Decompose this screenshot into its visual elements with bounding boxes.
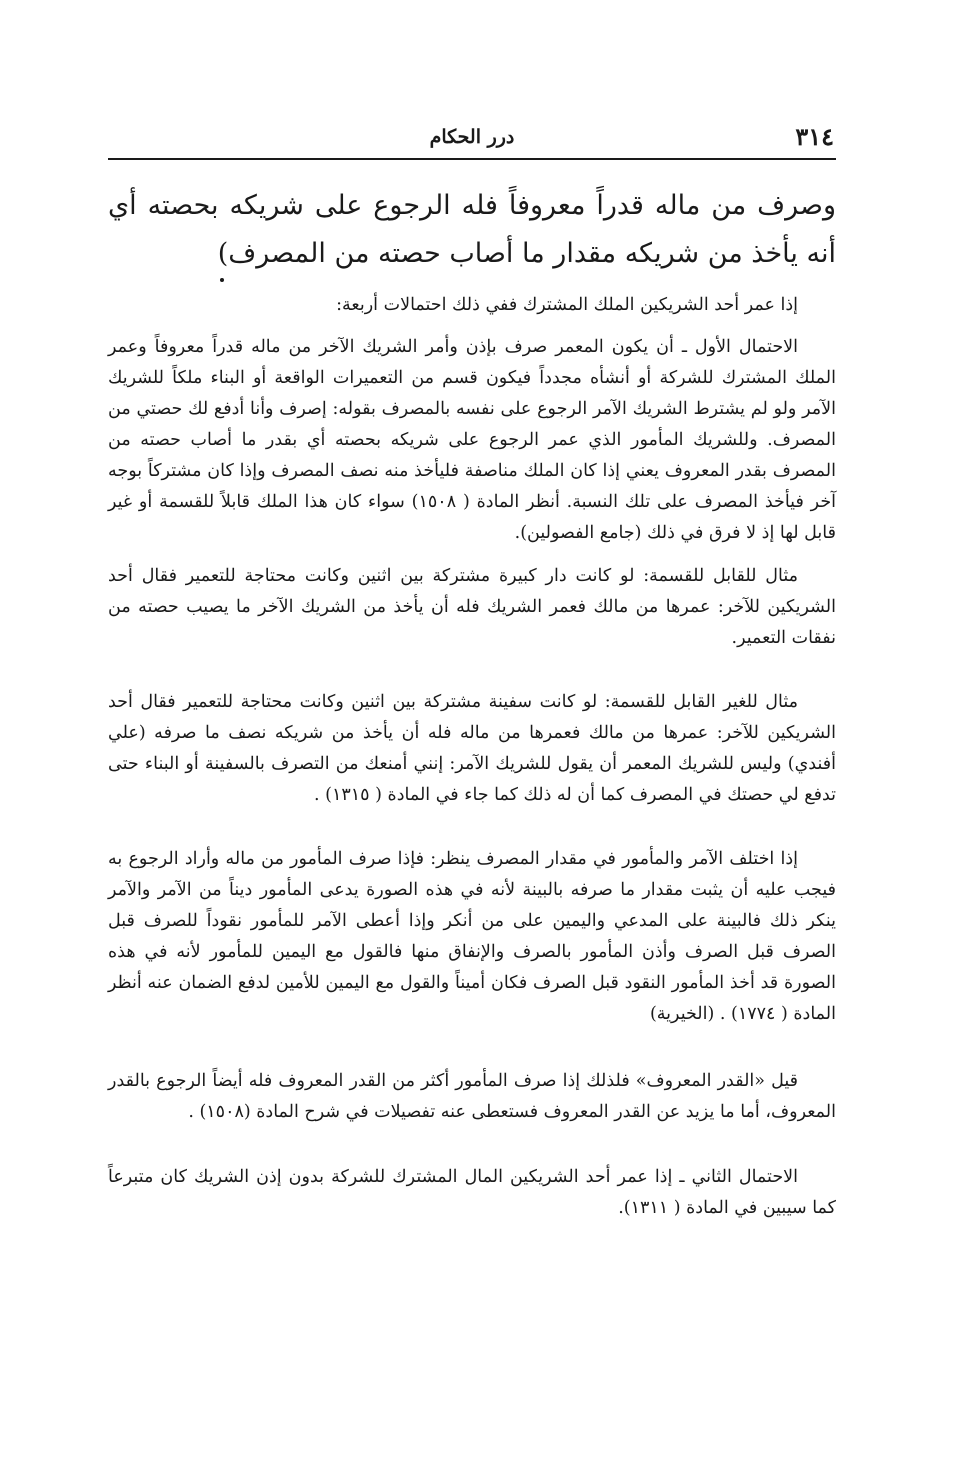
paragraph-divisible-example: مثال للقابل للقسمة: لو كانت دار كبيرة مشتركة بين اثنين وكانت محتاجة للتعمير فقال أحد الشريكين للآخر: عمرها من مالك فعمر الشريك فله أن يأخذ من الشريك الآخر ما يصيب حصته من نفقات التعمير. [108,566,836,648]
page-number: ٣١٤ [795,122,834,151]
paragraph-dispute: إذا اختلف الآمر والمأمور في مقدار المصرف ينظر: فإذا صرف المأمور من ماله وأراد الرجوع به فيجب عليه أن يثبت مقدار ما صرفه بالبينة لأنه في هذه الصورة يدعى المأمور ديناً من الآمر والآمر ينكر ذلك فالبينة على المدعي واليمين على من أنكر وإذا أعطى الآمر للمأمور نقوداً للصرف قبل الصرف قبل الصرف وأذن المأمور بالصرف والإنفاق منها فالقول مع اليمين للمأمور لأنه في هذه الصورة قد أخذ المأمور النقود قبل الصرف فكان أميناً والقول مع اليمين للأمين لدفع الضمان عنه أنظر المادة ( ١٧٧٤) . (الخيرية) [108,849,836,1024]
paragraph-second-case: الاحتمال الثاني ـ إذا عمر أحد الشريكين المال المشترك للشركة بدون إذن الشريك كان متبرعاً كما سيبين في المادة ( ١٣١١). [108,1167,836,1218]
paragraph-known-amount: قيل «القدر المعروف» فلذلك إذا صرف المأمور أكثر من القدر المعروف فله أيضاً الرجوع بالقدر المعروف، أما ما يزيد عن القدر المعروف فستعطى عنه تفصيلات في شرح المادة (١٥٠٨) . [108,1071,836,1122]
paragraph-indivisible-example: مثال للغير القابل للقسمة: لو كانت سفينة مشتركة بين اثنين وكانت محتاجة للتعمير فقال أحد الشريكين للآخر: عمرها من مالك فعمرها من ماله فله أن يأخذ من شريكه نصف ما صرفه (علي أفندي) وليس للشريك المعمر أن يقول للشريك الآمر: إنني أمنعك من التصرف بالسفينة أو البناء حتى تدفع لي حصتك في المصرف كما أن له ذلك كما جاء في المادة ( ١٣١٥) . [108,692,836,805]
page-header [108,118,836,160]
paragraph-intro: إذا عمر أحد الشريكين الملك المشترك ففي ذلك احتمالات أربعة: [336,295,798,315]
book-page [108,118,836,1224]
article-text: وصرف من ماله قدراً معروفاً فله الرجوع على شريكه بحصته أي أنه يأخذ من شريكه مقدار ما أصاب حصته من المصرف) [108,190,836,269]
running-title: درر الحكام [429,126,515,148]
separator-dot [108,278,836,288]
paragraph-first-case: الاحتمال الأول ـ أن يكون المعمر صرف بإذن وأمر الشريك الآخر من ماله قدراً معروفاً وعمر الملك المشترك للشركة أو أنشأه مجدداً فيكون قسم من التعميرات الواقعة أو البناء ملكاً للشريك الآمر ولو لم يشترط الشريك الآمر الرجوع على نفسه بالمصرف بقوله: إصرف وأنا أدفع لك حصتي من المصرف. وللشريك المأمور الذي عمر الرجوع على شريكه بحصته أي بقدر ما أصاب حصته من المصرف بقدر المعروف يعني إذا كان الملك مناصفة فليأخذ منه نصف المصرف وإذا كان مشتركاً بوجه آخر فيأخذ المصرف على تلك النسبة. أنظر المادة ( ١٥٠٨) سواء كان هذا الملك قابلاً للقسمة أو غير قابل لها إذ لا فرق في ذلك (جامع الفصولين). [108,337,836,543]
